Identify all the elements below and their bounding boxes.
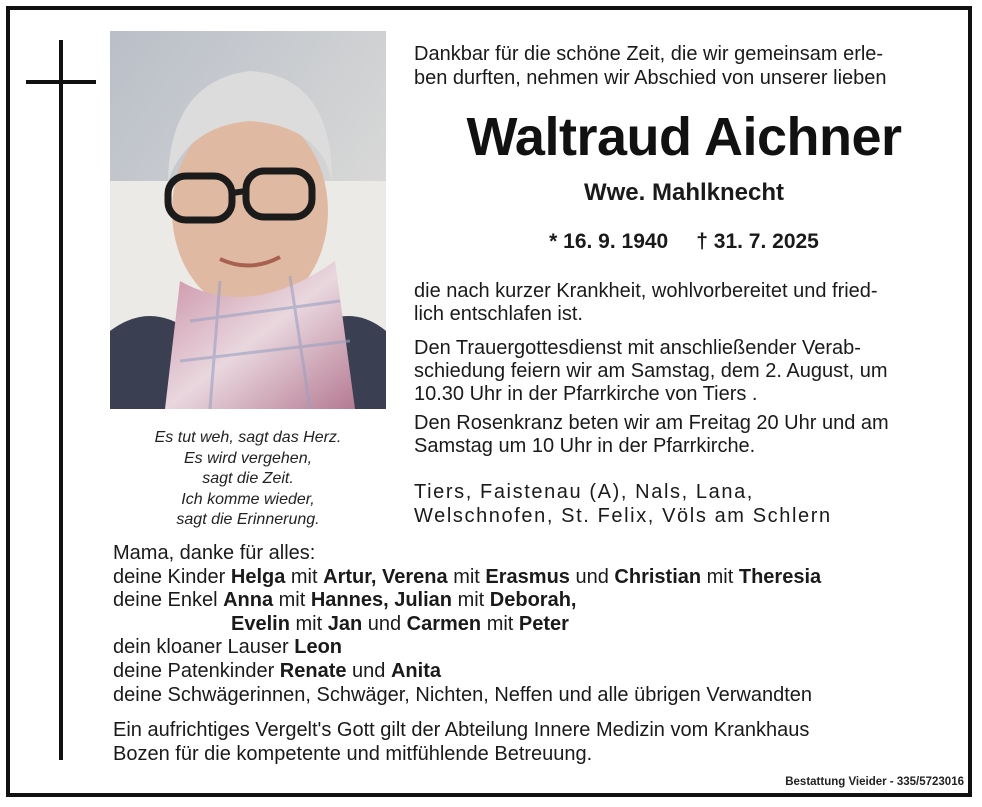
paragraph-line: schiedung feiern wir am Samstag, dem 2. August, um	[414, 360, 888, 382]
family-grandchildren	[113, 589, 953, 613]
cross-bar	[26, 80, 96, 84]
family-name: Erasmus	[485, 565, 570, 588]
family-name: Deborah,	[489, 589, 577, 612]
family-children	[113, 566, 953, 590]
family-connector: mit	[447, 565, 486, 588]
family-connector: und	[569, 565, 615, 588]
family-connector: mit	[481, 612, 519, 635]
family-connector: mit	[273, 589, 311, 612]
death-date: † 31. 7. 2025	[696, 230, 819, 253]
family-name: Peter	[518, 612, 569, 635]
intro-line: Dankbar für die schöne Zeit, die wir gemeinsam erle-	[414, 43, 884, 65]
family-name: Leon	[294, 636, 343, 659]
funeral-home-credit: Bestattung Vieider - 335/5723016	[785, 776, 964, 788]
places-line: Tiers, Faistenau (A), Nals, Lana,	[414, 481, 754, 503]
places-line: Welschnofen, St. Felix, Völs am Schlern	[414, 505, 832, 527]
thanks-line: Ein aufrichtiges Vergelt's Gott gilt der Abteilung Innere Medizin vom Krankhaus	[113, 719, 810, 741]
portrait-photo	[110, 31, 386, 409]
family-name: Artur, Verena	[323, 565, 448, 588]
family-relatives: deine Schwägerinnen, Schwäger, Nichten, Neffen und alle übrigen Verwandten	[113, 683, 812, 706]
poem	[110, 428, 386, 531]
thanks-text	[113, 718, 953, 766]
poem-line: Ich komme wieder,	[181, 490, 315, 508]
poem-line: Es tut weh, sagt das Herz.	[154, 429, 342, 446]
family-label: deine Enkel	[113, 589, 224, 612]
paragraph-line: lich entschlafen ist.	[414, 303, 583, 325]
paragraph-line: Den Trauergottesdienst mit anschließender Verab-	[414, 337, 861, 359]
cross-icon	[59, 40, 63, 760]
family-label: deine Kinder	[113, 565, 231, 588]
intro-line: ben durften, nehmen wir Abschied von unserer lieben	[414, 67, 887, 89]
family-connector: mit	[285, 565, 324, 588]
family-name: Hannes, Julian	[310, 589, 453, 612]
family-connector: mit	[452, 589, 490, 612]
family-name: Evelin	[231, 612, 290, 635]
poem-line: Es wird vergehen,	[183, 449, 313, 467]
paragraph-death	[414, 280, 954, 326]
paragraph-line: die nach kurzer Krankheit, wohlvorbereitet und fried-	[414, 280, 878, 302]
paragraph-funeral	[414, 337, 954, 406]
deceased-name: Waltraud Aichner	[466, 107, 902, 167]
poem-line: sagt die Erinnerung.	[176, 511, 320, 528]
family-greatgrandchild	[113, 636, 953, 660]
family-label: dein kloaner Lauser	[113, 636, 295, 659]
family-name: Anita	[390, 659, 441, 682]
poem-line: sagt die Zeit.	[202, 470, 294, 487]
paragraph-line: 10.30 Uhr in der Pfarrkirche von Tiers .	[414, 383, 758, 405]
family-label: deine Patenkinder	[113, 659, 280, 682]
family-name: Helga	[230, 565, 286, 588]
family-grandchildren-cont	[113, 613, 953, 637]
family-connector: mit	[289, 612, 328, 635]
places	[414, 480, 954, 528]
thanks-line: Bozen für die kompetente und mitfühlende Betreuung.	[113, 743, 593, 765]
family-name: Christian	[614, 565, 702, 588]
widow-name: Wwe. Mahlknecht	[583, 179, 785, 206]
family-name: Anna	[223, 589, 274, 612]
family-connector: und	[362, 612, 407, 635]
family-connector: mit	[701, 565, 739, 588]
intro-text	[414, 42, 954, 90]
family-name: Renate	[279, 659, 347, 682]
family-godchildren	[113, 660, 953, 684]
family-opening: Mama, danke für alles:	[113, 542, 316, 564]
birth-date: * 16. 9. 1940	[549, 230, 669, 253]
paragraph-line: Samstag um 10 Uhr in der Pfarrkirche.	[414, 435, 756, 457]
family-connector: und	[346, 659, 391, 682]
family-name: Carmen	[406, 612, 482, 635]
family-name: Jan	[327, 612, 363, 635]
family-list	[113, 542, 953, 707]
paragraph-line: Den Rosenkranz beten wir am Freitag 20 Uhr und am	[414, 412, 889, 434]
family-name: Theresia	[738, 565, 822, 588]
paragraph-rosary	[414, 412, 954, 458]
life-dates	[414, 228, 954, 256]
